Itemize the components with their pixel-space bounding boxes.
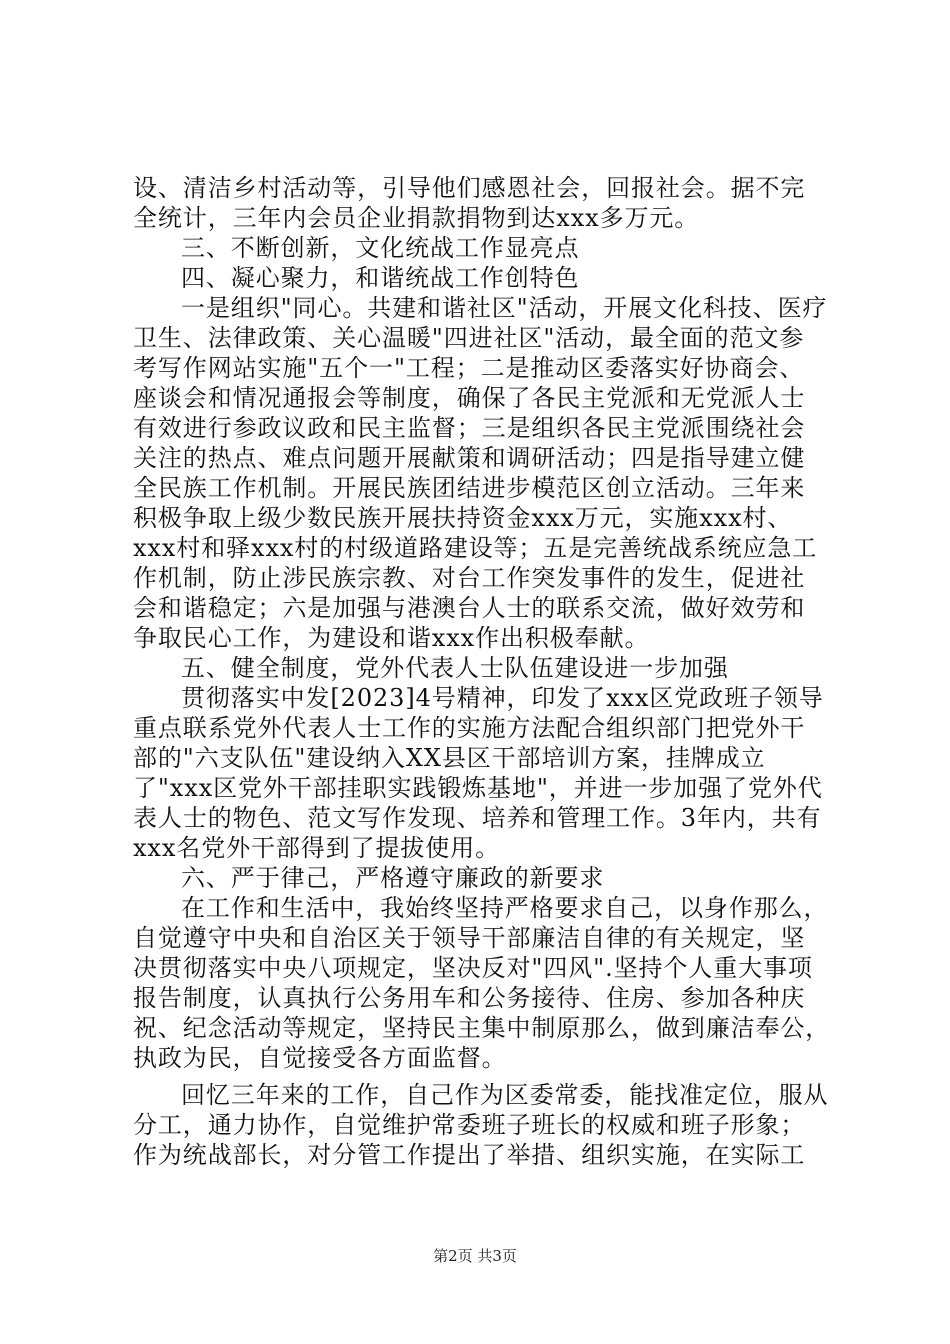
text-line: 执政为民，自觉接受各方面监督。 [133, 1044, 507, 1072]
text-line: 祝、纪念活动等规定，坚持民主集中制原那么，做到廉洁奉公， [133, 1014, 831, 1042]
text-line: xxx村和驿xxx村的村级道路建设等；五是完善统战系统应急工 [133, 534, 818, 562]
text-line: 有效进行参政议政和民主监督；三是组织各民主党派围绕社会 [133, 414, 806, 442]
text-line: 自觉遵守中央和自治区关于领导干部廉洁自律的有关规定，坚 [133, 924, 806, 952]
text-line: 设、清洁乡村活动等，引导他们感恩社会，回报社会。据不完 [133, 174, 806, 202]
paragraph-first-line: 四、凝心聚力，和谐统战工作创特色 [181, 264, 580, 292]
text-line: 报告制度，认真执行公务用车和公务接待、住房、参加各种庆 [133, 984, 806, 1012]
text-line: 全统计，三年内会员企业捐款捐物到达xxx多万元。 [133, 204, 700, 232]
paragraph-first-line: 贯彻落实中发[2023]4号精神，印发了xxx区党政班子领导 [181, 684, 824, 712]
text-line: 重点联系党外代表人士工作的实施方法配合组织部门把党外干 [133, 714, 806, 742]
text-line: 部的"六支队伍"建设纳入XX县区干部培训方案，挂牌成立 [133, 744, 766, 772]
text-line: 作为统战部长，对分管工作提出了举措、组织实施，在实际工 [133, 1141, 806, 1169]
paragraph-first-line: 在工作和生活中，我始终坚持严格要求自己，以身作那么， [181, 894, 829, 922]
text-line: 关注的热点、难点问题开展献策和调研活动；四是指导建立健 [133, 444, 806, 472]
text-line: 卫生、法律政策、关心温暖"四进社区"活动，最全面的范文参 [133, 324, 805, 352]
paragraph-first-line: 三、不断创新，文化统战工作显亮点 [181, 234, 580, 262]
page-number-footer: 第2页 共3页 [433, 1247, 517, 1265]
text-line: 分工，通力协作，自觉维护常委班子班长的权威和班子形象； [133, 1111, 806, 1139]
paragraph-first-line: 一是组织"同心。共建和谐社区"活动，开展文化科技、医疗 [181, 294, 828, 322]
paragraph-first-line: 五、健全制度，党外代表人士队伍建设进一步加强 [181, 654, 729, 682]
text-line: 表人士的物色、范文写作发现、培养和管理工作。3年内，共有 [133, 804, 822, 832]
text-line: 决贯彻落实中央八项规定，坚决反对"四风".坚持个人重大事项 [133, 954, 813, 982]
text-line: 积极争取上级少数民族开展扶持资金xxx万元，实施xxx村、 [133, 504, 793, 532]
paragraph-first-line: 回忆三年来的工作，自己作为区委常委，能找准定位，服从 [181, 1081, 829, 1109]
text-line: 作机制，防止涉民族宗教、对台工作突发事件的发生，促进社 [133, 564, 806, 592]
text-line: 了"xxx区党外干部挂职实践锻炼基地"，并进一步加强了党外代 [133, 774, 823, 802]
text-line: 座谈会和情况通报会等制度，确保了各民主党派和无党派人士 [133, 384, 806, 412]
text-line: xxx名党外干部得到了提拔使用。 [133, 834, 501, 862]
document-body [133, 173, 833, 1170]
text-line: 会和谐稳定；六是加强与港澳台人士的联系交流，做好效劳和 [133, 594, 806, 622]
text-line: 考写作网站实施"五个一"工程；二是推动区委落实好协商会、 [133, 354, 805, 382]
text-line: 全民族工作机制。开展民族团结进步模范区创立活动。三年来 [133, 474, 806, 502]
text-line: 争取民心工作，为建设和谐xxx作出积极奉献。 [133, 624, 650, 652]
paragraph-first-line: 六、严于律己，严格遵守廉政的新要求 [181, 864, 605, 892]
